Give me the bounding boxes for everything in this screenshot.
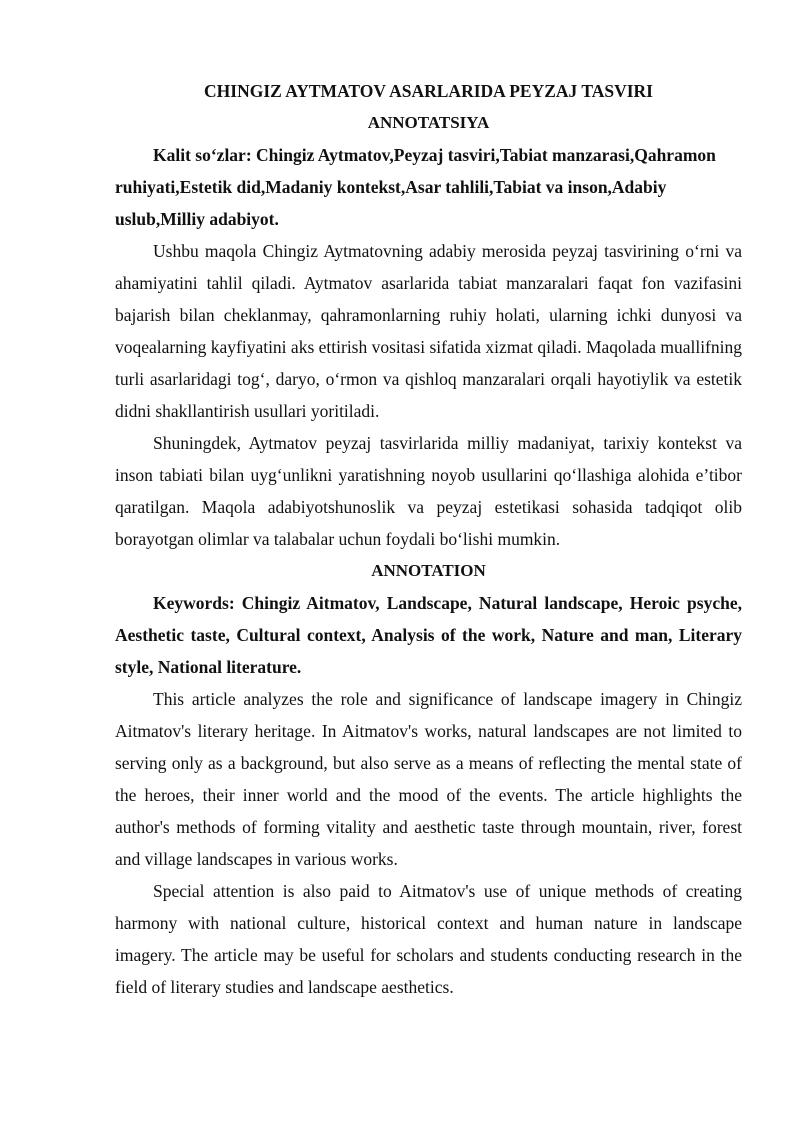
uz-keywords-label: Kalit so‘zlar:	[153, 145, 252, 165]
en-paragraph-1: This article analyzes the role and significance of landscape imagery in Chingiz Aitmatov's literary heritage. In Aitmatov's works, natural landscapes are not limited to serving only as a background, but also serve as a means of reflecting the mental state of the heroes, their inner world and the mood of the events. The article highlights the author's methods of forming vitality and aesthetic taste through mountain, river, forest and village landscapes in various works.	[115, 689, 742, 869]
en-keywords	[115, 587, 742, 683]
uz-annotation-heading: ANNOTATSIYA	[367, 113, 490, 132]
en-keywords-label: Keywords:	[153, 593, 235, 613]
uz-paragraph-1: Ushbu maqola Chingiz Aytmatovning adabiy merosida peyzaj tasvirining o‘rni va ahamiyatini tahlil qiladi. Aytmatov asarlarida tabiat manzaralari faqat fon vazifasini bajarish bilan cheklanmay, qahramonlarning ruhiy holati, ularning ichki dunyosi va voqealarning kayfiyatini aks ettirish vositasi sifatida xizmat qiladi. Maqolada muallifning turli asarlaridagi tog‘, daryo, o‘rmon va qishloq manzaralari orqali hayotiylik va estetik didni shakllantirish usullari yoritiladi.	[115, 241, 742, 421]
en-paragraph-2: Special attention is also paid to Aitmatov's use of unique methods of creating harmony with national culture, historical context and human nature in landscape imagery. The article may be useful for scholars and students conducting research in the field of literary studies and landscape aesthetics.	[115, 881, 742, 997]
uz-paragraph-2: Shuningdek, Aytmatov peyzaj tasvirlarida milliy madaniyat, tarixiy kontekst va inson tabiati bilan uyg‘unlikni yaratishning noyob usullarini qo‘llashiga alohida e’tibor qaratilgan. Maqola adabiyotshunoslik va peyzaj estetikasi sohasida tadqiqot olib borayotgan olimlar va talabalar uchun foydali bo‘lishi mumkin.	[115, 433, 742, 549]
document-title: CHINGIZ AYTMATOV ASARLARIDA PEYZAJ TASVIRI	[204, 81, 653, 101]
document-body	[115, 75, 742, 1003]
uz-keywords-text: Chingiz Aytmatov,Peyzaj tasviri,Tabiat manzarasi,Qahramon ruhiyati,Estetik did,Madaniy kontekst,Asar tahlili,Tabiat va inson,Adabiy uslub,Milliy adabiyot.	[115, 145, 716, 229]
uz-keywords	[115, 139, 742, 235]
en-keywords-text: Chingiz Aitmatov, Landscape, Natural landscape, Heroic psyche, Aesthetic taste, Cultural context, Analysis of the work, Nature and man, Literary style, National literature.	[115, 593, 742, 677]
en-annotation-heading: ANNOTATION	[371, 561, 486, 580]
